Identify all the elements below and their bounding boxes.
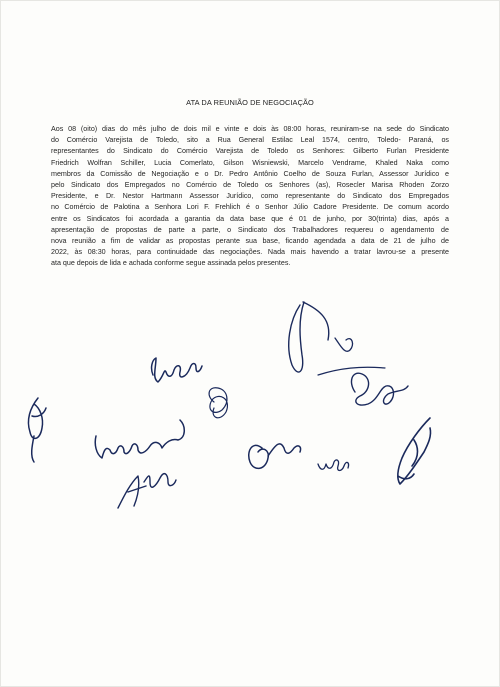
body-line: apresentação de propostas de parte a parte, o Sindicato dos Trabalhadores requereu o agendamento de [51,225,449,234]
body-line: Presidente, e Dr. Nestor Hartmann Assessor Jurídico, como representante do Sindicato dos Empregados [51,192,449,201]
body-line: Friedrich Wolfran Schiller, Lucia Comerlato, Gilson Wisniewski, Marcelo Vendrame, Khaled Naka como [51,158,449,167]
signature-6 [209,388,227,418]
body-line: do Comércio Varejista de Toledo, sito a Rua General Estilac Leal 1574, centro, Toledo- Paraná, os [51,136,449,145]
signature-1 [289,302,329,372]
signature-4 [152,358,202,382]
signature-9 [249,444,301,469]
body-line: representantes do Sindicato do Comércio Varejista de Toledo os Senhores: Gilberto Furlan Presidente [51,147,449,156]
body-line: pelo Sindicato dos Empregados no Comércio de Toledo os Senhores (as), Rosecler Marisa Rhoden Zorzo [51,181,449,190]
signature-5 [351,373,408,405]
signature-10 [318,460,349,471]
body-line: nova reunião a fim de validar as propostas perante sua base, ficando agendada a data de 21 de julho de [51,237,449,246]
body-line: ata que depois de lida e achada conforme segue assinada pelos presentes. [51,259,291,268]
body-line: entre os Sindicatos foi acordada a garantia da data base que é 01 de junho, por 30(trinta) dias, após a [51,214,449,223]
body-line: Aos 08 (oito) dias do mês julho de dois mil e vinte e dois às 08:00 horas, reuniram-se na sede do Sindicato [51,125,449,133]
signature-8 [95,420,184,458]
signatures-area [0,280,500,540]
body-line: no Comércio de Palotina a Senhora Lori F. Frehlich é o Senhor Júlio Cadore Presidente. De comum acordo [51,203,449,212]
signature-11 [398,418,431,484]
body-line: 2022, às 08:30 horas, para continuidade das negociações. Nada mais havendo a tratar lavrou-se a presente [51,248,449,257]
signature-7 [28,398,46,462]
document-body [51,124,449,270]
body-line: membros da Comissão de Negociação e o Dr. Pedro Antônio Coelho de Souza Furlan, Assessor Jurídico e [51,169,449,178]
signature-2 [335,338,353,351]
signature-3 [318,367,385,375]
document-title: ATA DA REUNIÃO DE NEGOCIAÇÃO [186,98,314,107]
signature-12 [118,474,176,508]
